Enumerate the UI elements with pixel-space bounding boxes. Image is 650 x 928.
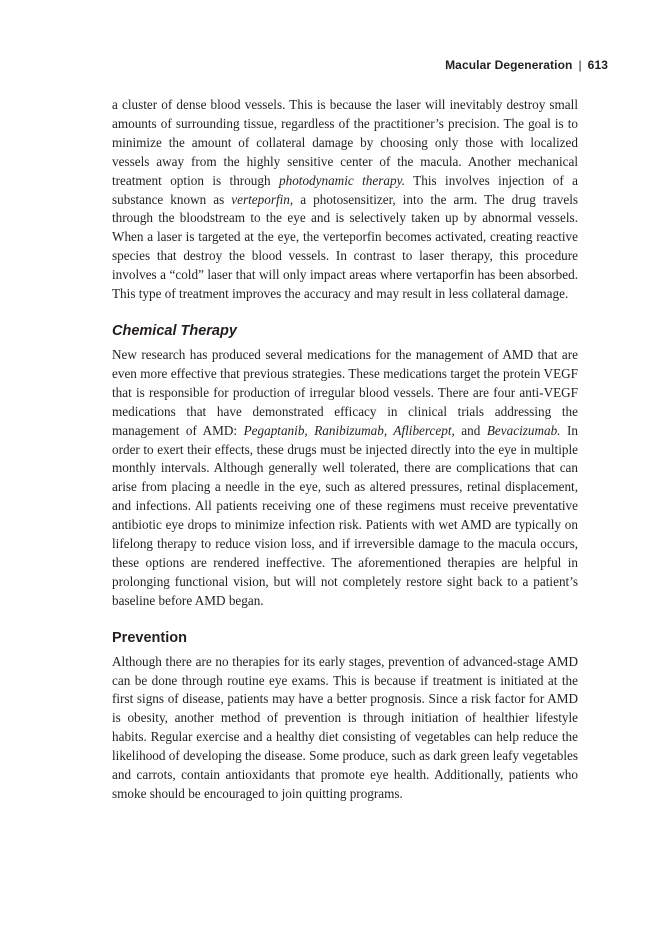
text-run: and: [454, 422, 487, 438]
heading-prevention: Prevention: [112, 629, 187, 646]
text-run: In order to exert their effects, these drugs must be injected directly into the eye in multiple monthly intervals. Although generally well tolerated, there are complications that can arise from placing a needle in the eye, such as altered pressures, retinal displacement, and infections. All patients receiving one of these regimens must receive preventative antibiotic eye drops to minimize infection risk. Patients with wet AMD are typically on lifelong therapy to reduce vision loss, and if irreversible damage to the macula occurs, these options are rendered ineffective. The aforementioned therapies are helpful in prolonging functional vision, but will not completely restore sight back to a patient’s baseline before AMD began.: [112, 422, 578, 608]
text-run: a photosensitizer, into the arm. The drug travels through the bloodstream to the eye and is selectively taken up by abnormal vessels. When a laser is targeted at the eye, the verteporfin becomes activated, creating reactive species that destroy the blood vessels. In contrast to laser therapy, this procedure involves a “cold” laser that will only impact areas where vertaporfin has been absorbed. This type of treatment improves the accuracy and may result in less collateral damage.: [112, 191, 578, 302]
paragraph-chemical-therapy: [112, 346, 578, 611]
header-separator: |: [578, 58, 582, 72]
heading-chemical-therapy: Chemical Therapy: [112, 322, 237, 339]
page-number: 613: [587, 58, 608, 72]
text-run: This involves injection of a substance known as: [112, 172, 578, 207]
text-run: New research has produced several medications for the management of AMD that are even more effective that previous strategies. These medications target the protein VEGF that is responsible for production of irregular blood vessels. There are four anti-VEGF medications that have demonstrated efficacy in clinical trials addressing the management of AMD:: [112, 346, 578, 438]
term-photodynamic-therapy: photodynamic therapy.: [279, 172, 405, 188]
running-title: Macular Degeneration: [445, 58, 573, 72]
text-run: a cluster of dense blood vessels. This is because the laser will inevitably destroy small amounts of surrounding tissue, regardless of the practitioner’s precision. The goal is to minimize the amount of collateral damage by choosing only those with localized vessels away from the highly sensitive center of the macula. Another mechanical treatment option is through: [112, 97, 578, 188]
term-verteporfin: verteporfin,: [231, 191, 294, 207]
paragraph-laser-continued: [112, 96, 578, 304]
drug-names: Pegaptanib, Ranibizumab, Aflibercept,: [243, 422, 455, 438]
running-head: [445, 58, 608, 72]
drug-name-bevacizumab: Bevacizumab.: [486, 422, 561, 438]
paragraph-prevention: Although there are no therapies for its early stages, prevention of advanced-stage AMD can be done through routine eye exams. This is because if treatment is initiated at the first signs of disease, patients may have a better prognosis. Since a risk factor for AMD is obesity, another method of prevention is through initiation of healthier lifestyle habits. Regular exercise and a healthy diet consisting of vegetables can help reduce the likelihood of developing the disease. Some produce, such as dark green leafy vegetables and carrots, contain antioxidants that promote eye health. Additionally, patients who smoke should be encouraged to join quitting programs.: [112, 653, 578, 801]
page-body: [112, 96, 578, 804]
